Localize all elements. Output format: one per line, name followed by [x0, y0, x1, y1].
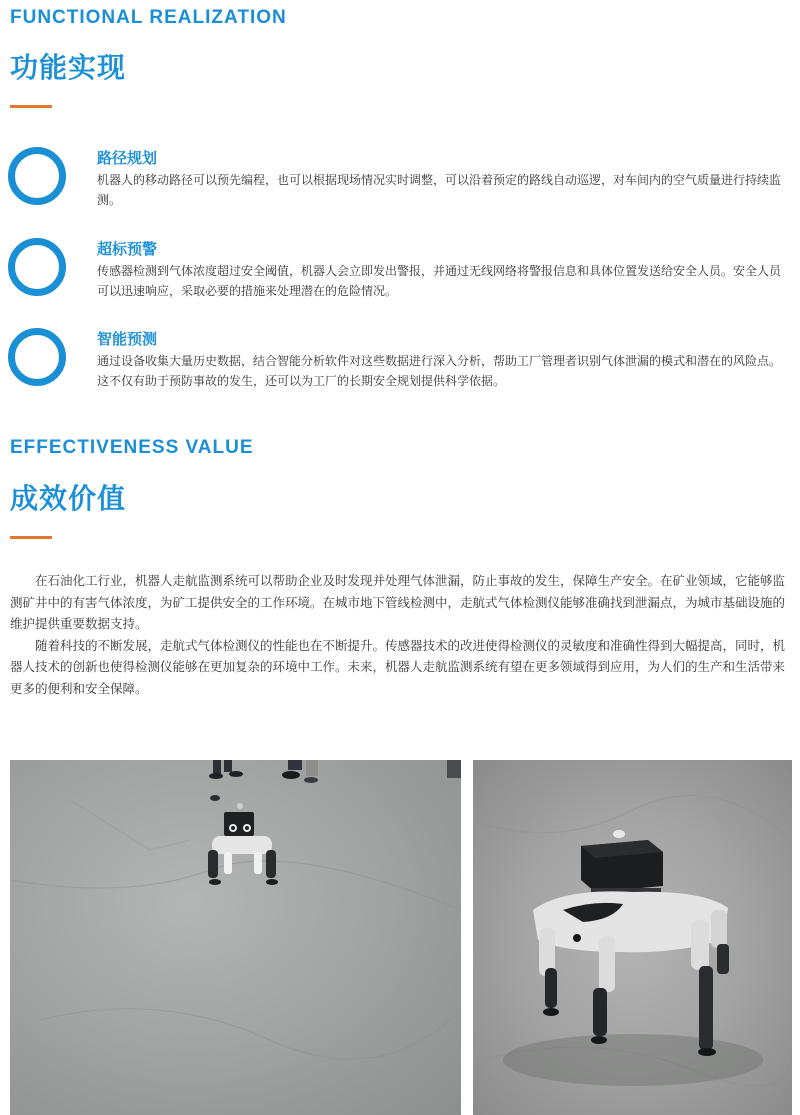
feature-title: 超标预警 — [97, 240, 158, 258]
body-paragraph: 随着科技的不断发展，走航式气体检测仪的性能也在不断提升。传感器技术的改进使得检测仪的灵敏度和准确性得到大幅提高，同时，机器人技术的创新也使得检测仪能够在更加复杂的环境中工作。未来，机器人走航监测系统有望在更多领域得到应用，为人们的生产和生活带来更多的便利和安全保障。 — [10, 637, 786, 696]
ring-icon — [8, 238, 66, 296]
feature-item — [0, 147, 800, 227]
section-eyebrow-effectiveness: EFFECTIVENESS VALUE — [10, 437, 254, 458]
feature-item — [0, 328, 800, 408]
body-text — [10, 570, 794, 699]
section-eyebrow-functional: FUNCTIONAL REALIZATION — [10, 7, 287, 28]
feature-description: 通过设备收集大量历史数据，结合智能分析软件对这些数据进行深入分析，帮助工厂管理者识别气体泄漏的模式和潜在的风险点。这不仅有助于预防事故的发生，还可以为工厂的长期安全规划提供科学依据。 — [97, 354, 782, 388]
section-title-effectiveness: 成效价值 — [10, 482, 127, 515]
feature-description: 传感器检测到气体浓度超过安全阈值，机器人会立即发出警报，并通过无线网络将警报信息和具体位置发送给安全人员。安全人员可以迅速响应，采取必要的措施来处理潜在的危险情况。 — [97, 264, 782, 298]
feature-title: 路径规划 — [97, 149, 158, 167]
robot-photo-closeup — [473, 760, 792, 1115]
feature-description: 机器人的移动路径可以预先编程，也可以根据现场情况实时调整，可以沿着预定的路线自动巡逻，对车间内的空气质量进行持续监测。 — [97, 173, 782, 207]
ring-icon — [8, 328, 66, 386]
accent-divider — [10, 536, 52, 539]
section-title-functional: 功能实现 — [10, 51, 127, 84]
feature-title: 智能预测 — [97, 330, 158, 348]
body-paragraph: 在石油化工行业，机器人走航监测系统可以帮助企业及时发现并处理气体泄漏，防止事故的发生，保障生产安全。在矿业领域，它能够监测矿井中的有害气体浓度，为矿工提供安全的工作环境。在城市地下管线检测中，走航式气体检测仪能够准确找到泄漏点，为城市基础设施的维护提供重要数据支持。 — [10, 573, 786, 631]
feature-item — [0, 238, 800, 318]
accent-divider — [10, 105, 52, 108]
ring-icon — [8, 147, 66, 205]
robot-photo-distant — [10, 760, 461, 1115]
